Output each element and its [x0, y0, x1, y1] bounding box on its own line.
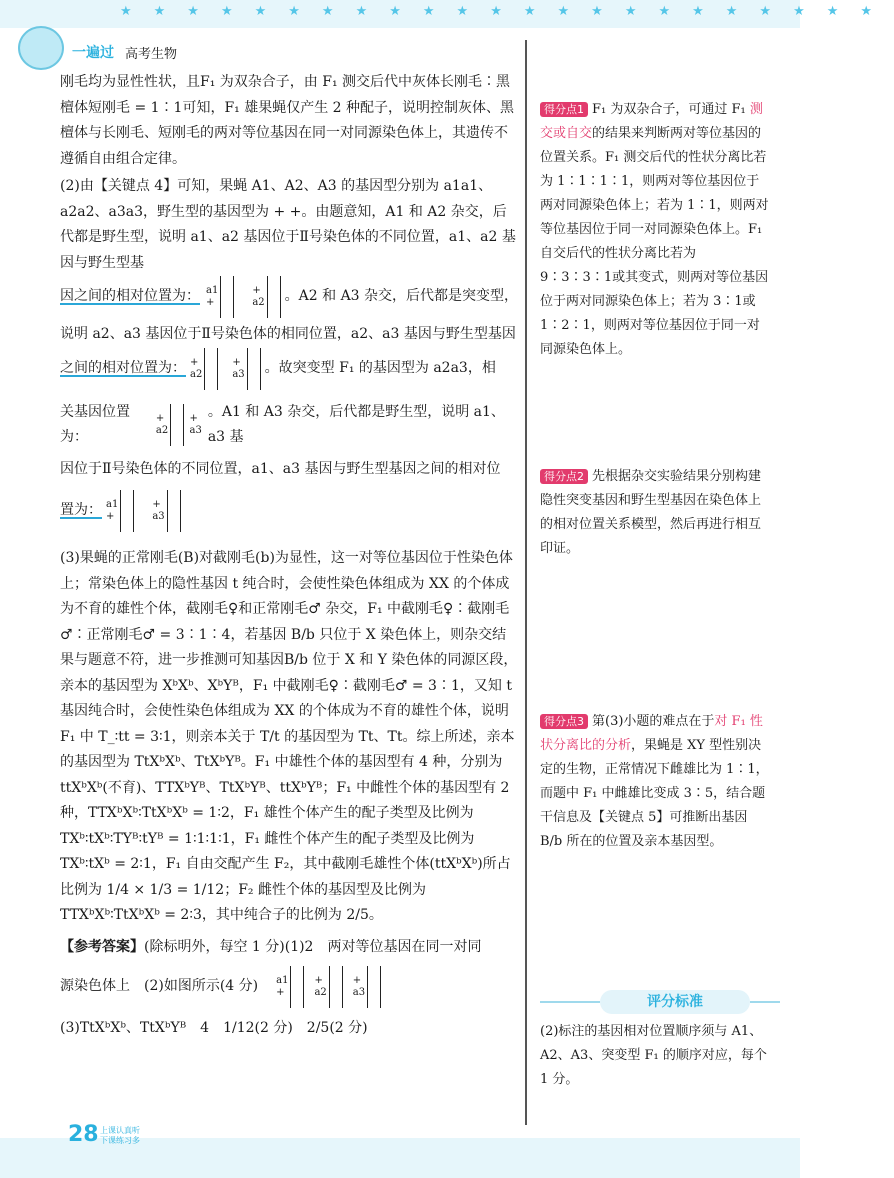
answer-line-3: (3)TtXᵇXᵇ、TtXᵇYᴮ 4 1/12(2 分) 2/5(2 分): [60, 1020, 368, 1036]
line-chrom-4: 置为： a1 + + a3: [60, 490, 185, 532]
score-point-badge-3: 得分点3: [540, 714, 588, 729]
subject-title: 高考生物: [125, 47, 178, 62]
paragraph-3: (3)果蝇的正常刚毛(B)对截刚毛(b)为显性，这一对等位基因位于性染色体上；常染色体上的隐性基因 t 纯合时，会使性染色体组成为 XX 的个体成为不育的雄性个体，截刚毛♀和正常刚毛♂ 杂交，F₁ 中截刚毛♀∶截刚毛♂∶正常刚毛♂ = 3∶1∶4，若基因 B/b 只位于 X 染色体上，则杂交结果与题意不符，进一步推测可知基因B/b 位于 X 和 Y 染色体的同源区段，亲本的基因型为 XᵇXᵇ、XᵇYᴮ，F₁ 中截刚毛♀∶截刚毛♂ = 3∶1，又知 t 基因纯合时，会使性染色体组成为 XX 的个体成为不育的雄性个体，说明 F₁ 中 T_∶tt = 3∶1，则亲本关于 T/t 的基因型为 Tt、Tt。综上所述，亲本的基因型为 TtXᵇXᵇ、TtXᵇYᴮ。F₁ 中雄性个体的基因型有 4 种，分别为 ttXᵇXᵇ(不育)、TTXᵇYᴮ、TtXᵇYᴮ、ttXᵇYᴮ；F₁ 中雌性个体的基因型有 2 种，TTXᵇXᵇ∶TtXᵇXᵇ = 1∶2，F₁ 雄性个体产生的配子类型及比例为 TXᵇ∶tXᵇ∶TYᴮ∶tYᴮ = 1∶1∶1∶1，F₁ 雌性个体产生的配子类型及比例为 TXᵇ∶tXᵇ = 2∶1，F₁ 自由交配产生 F₂，其中截刚毛雄性个体(ttXᵇXᵇ)所占比例为 1/4 × 1/3 = 1/12；F₂ 雌性个体的基因型及比例为 TTXᵇXᵇ∶TtXᵇXᵇ = 2∶3，其中纯合子的比例为 2/5。: [60, 550, 518, 923]
side-note-3: 得分点3 第(3)小题的难点在于对 F₁ 性状分离比的分析，果蝇是 XY 型性别决定的生物，正常情况下雌雄比为 1∶1，而题中 F₁ 中雌雄比变成 3∶5，结合题干信息及【关键点 5】可推断出基因 B/b 所在的位置及亲本基因型。: [540, 714, 769, 849]
mascot-logo: [18, 26, 64, 70]
side-note-2: 得分点2 先根据杂交实验结果分别构建隐性突变基因和野生型基因在染色体上的相对位置关系模型，然后再进行相互印证。: [540, 469, 762, 556]
series-logo: 一遍过: [72, 45, 114, 61]
paragraph-1: 刚毛均为显性性状，且F₁ 为双杂合子，由 F₁ 测交后代中灰体长刚毛∶黑檀体短刚毛 = 1∶1可知，F₁ 雄果蝇仅产生 2 种配子，说明控制灰体、黑檀体与长刚毛、短刚毛的两对等位基因在同一对同源染色体上，其遗传不遵循自由组合定律。: [60, 74, 515, 167]
line-chrom-1: 因之间的相对位置为： a1 + + a2 。A2 和 A3 杂交，后代都是突变型，: [60, 276, 518, 318]
score-point-badge-1: 得分点1: [540, 102, 588, 117]
answer-line-1: 【参考答案】(除标明外，每空 1 分)(1)2 两对等位基因在同一对同: [60, 938, 482, 955]
scoring-criteria-title: 评分标准: [600, 990, 750, 1014]
scoring-criteria-text: (2)标注的基因相对位置顺序须与 A1、A2、A3、突变型 F₁ 的顺序对应，每个 1 分。: [540, 1024, 767, 1087]
main-column: [60, 70, 520, 1042]
paragraph-2a: (2)由【关键点 4】可知，果蝇 A1、A2、A3 的基因型分别为 a1a1、a2a2、a3a3，野生型的基因型为 + +。由题意知，A1 和 A2 杂交，后代都是野生型，说明 a1、a2 基因位于Ⅱ号染色体的不同位置，a1、a2 基因与野生型基: [60, 178, 516, 271]
paragraph-2i: 因位于Ⅱ号染色体的不同位置，a1、a3 基因与野生型基因之间的相对位: [60, 460, 501, 477]
star-decoration: ★★★★★★★★★★★★★★★★★★★★★★★: [120, 4, 894, 19]
answer-chrom-line: 源染色体上 (2)如图所示(4 分) a1 + + a2 + a3: [60, 966, 385, 1008]
score-line-right: [750, 1001, 780, 1003]
score-point-badge-2: 得分点2: [540, 469, 588, 484]
top-band: [0, 0, 894, 28]
page-number: 28: [68, 1122, 99, 1147]
score-line-left: [540, 1001, 600, 1003]
footer-slogan: 上课认真听 下课练习多: [100, 1126, 140, 1145]
paragraph-2d: 说明 a2、a3 基因位于Ⅱ号染色体的相同位置，a2、a3 基因与野生型基因: [60, 326, 516, 342]
side-note-1: 得分点1 F₁ 为双杂合子，可通过 F₁ 测交或自交的结果来判断两对等位基因的位置关系。F₁ 测交后代的性状分离比若为 1∶1∶1∶1，则两对等位基因位于两对同源染色体上；若为 1∶1，则两对等位基因位于同一对同源染色体上。F₁ 自交后代的性状分离比若为 9∶3∶3∶1或其变式，则两对等位基因位于两对同源染色体上；若为 3∶1或 1∶2∶1，则两对等位基因位于同一对同源染色体上。: [540, 102, 769, 357]
line-chrom-3: 关基因位置为： + a2 + a3 。A1 和 A3 杂交，后代都是野生型，说明 a1、a3 基: [60, 403, 505, 445]
line-chrom-2: 之间的相对位置为： + a2 + a3 。故突变型 F₁ 的基因型为 a2a3，相: [60, 348, 496, 390]
column-divider: [525, 40, 527, 1125]
